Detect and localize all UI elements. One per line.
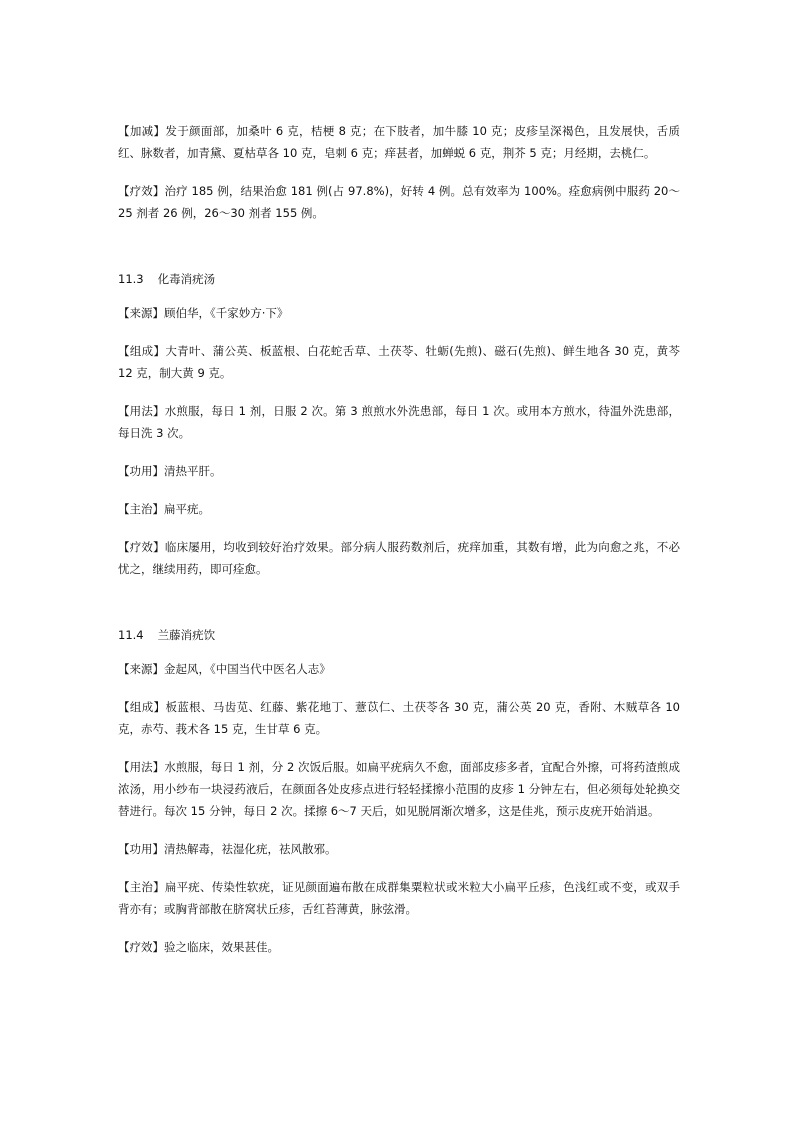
paragraph [118,302,680,324]
paragraph-label: 【疗效】 [118,540,165,554]
paragraph-label: 【组成】 [118,700,166,714]
paragraph [118,120,680,164]
section-number: 11.3 [118,272,144,286]
document-body [118,120,680,974]
paragraph [118,876,680,920]
paragraph [118,460,680,482]
paragraph-label: 【加减】 [118,124,166,138]
paragraph-text: 大青叶、蒲公英、板蓝根、白花蛇舌草、土茯苓、牡蛎(先煎)、磁石(先煎)、鲜生地各 30 克，黄芩 12 克，制大黄 9 克。 [118,344,681,380]
paragraph [118,756,680,822]
section-heading [118,268,680,290]
paragraph [118,498,680,520]
paragraph [118,340,680,384]
paragraph-label: 【疗效】 [118,940,164,954]
paragraph-label: 【功用】 [118,842,164,856]
paragraph [118,658,680,680]
paragraph-text: 验之临床，效果甚佳。 [164,940,279,954]
paragraph-text: 水煎服，每日 1 剂，日服 2 次。第 3 煎煎水外洗患部，每日 1 次。或用本方煎水，待温外洗患部，每日洗 3 次。 [118,404,680,440]
paragraph-label: 【疗效】 [118,184,165,198]
paragraph-text: 水煎服，每日 1 剂，分 2 次饭后服。如扁平疣病久不愈，面部皮疹多者，宜配合外擦，可将药渣煎成浓汤，用小纱布一块浸药液后，在颜面各处皮疹点进行轻轻揉擦小范围的皮疹 1 分钟左右，但必须每处轮换交替进行。每次 15 分钟，每日 2 次。揉擦 6～7 天后，如见脱屑渐次增多，这是佳兆，预示皮疣开始消退。 [118,760,680,818]
paragraph-text: 发于颜面部，加桑叶 6 克，桔梗 8 克；在下肢者，加牛膝 10 克；皮疹呈深褐色，且发展快，舌质红、脉数者，加青黛、夏枯草各 10 克，皂刺 6 克；痒甚者，加蝉蜕 6 克，荆芥 5 克；月经期，去桃仁。 [118,124,680,160]
section-number: 11.4 [118,628,144,642]
paragraph-label: 【主治】 [118,502,164,516]
paragraph [118,936,680,958]
paragraph [118,838,680,860]
paragraph-text: 板蓝根、马齿苋、红藤、紫花地丁、薏苡仁、土茯苓各 30 克，蒲公英 20 克，香附、木贼草各 10 克，赤芍、莪术各 15 克，生甘草 6 克。 [118,700,680,736]
paragraph [118,400,680,444]
paragraph [118,696,680,740]
paragraph-label: 【来源】 [118,306,164,320]
section-heading [118,624,680,646]
paragraph-label: 【主治】 [118,880,165,894]
paragraph [118,536,680,580]
paragraph-label: 【组成】 [118,344,166,358]
paragraph-text: 金起风，《中国当代中医名人志》 [164,662,331,676]
paragraph-text: 扁平疣、传染性软疣，证见颜面遍布散在成群集粟粒状或米粒大小扁平丘疹，色浅红或不变，或双手背亦有；或胸背部散在脐窝状丘疹，舌红苔薄黄，脉弦滑。 [118,880,681,916]
paragraph-label: 【用法】 [118,760,165,774]
paragraph-text: 扁平疣。 [164,502,210,516]
section-title: 兰藤消疣饮 [157,628,216,642]
paragraph-label: 【功用】 [118,464,164,478]
paragraph-label: 【来源】 [118,662,164,676]
paragraph-text: 清热平肝。 [164,464,222,478]
paragraph-text: 临床屡用，均收到较好治疗效果。部分病人服药数剂后，疣痒加重，其数有增，此为向愈之兆，不必忧之，继续用药，即可痊愈。 [118,540,681,576]
paragraph-text: 治疗 185 例，结果治愈 181 例(占 97.8%)，好转 4 例。总有效率为 100%。痊愈病例中服药 20～25 剂者 26 例，26～30 剂者 155 例。 [118,184,680,220]
paragraph-label: 【用法】 [118,404,165,418]
section-title: 化毒消疣汤 [157,272,216,286]
paragraph [118,180,680,224]
paragraph-text: 顾伯华，《千家妙方·下》 [164,306,289,320]
paragraph-text: 清热解毒，祛湿化疣，祛风散邪。 [164,842,337,856]
